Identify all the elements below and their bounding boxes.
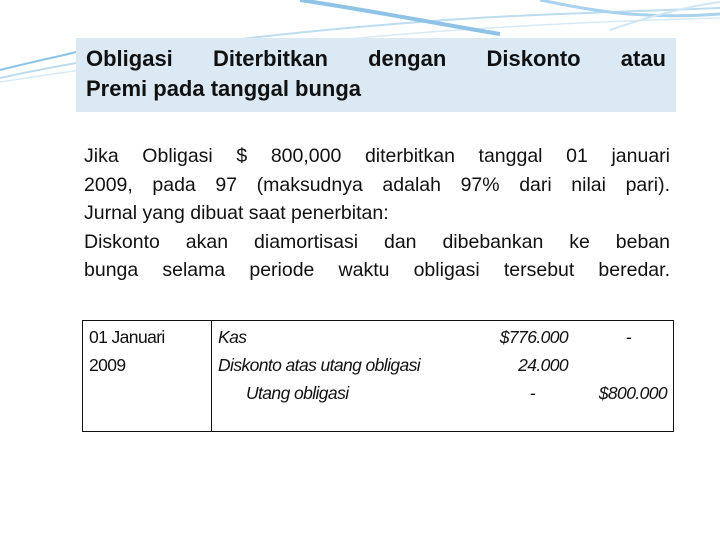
journal-date-line-1: 01 Januari [89,327,165,347]
journal-debit-utang-obligasi: - [529,383,535,403]
journal-entry-table [82,320,674,432]
journal-date [89,323,165,379]
slide-title [76,38,676,112]
journal-account-diskonto: Diskonto atas utang obligasi [218,355,421,375]
column-divider [211,321,212,431]
journal-account-kas: Kas [218,327,247,347]
journal-debit-kas: $776.000 [499,327,568,347]
body-line-3: Jurnal yang dibuat saat penerbitan: [84,202,389,224]
body-line-5: bunga selama periode waktu obligasi tersebut beredar. [84,259,670,281]
journal-debit-diskonto: 24.000 [518,355,568,375]
title-line-1: Obligasi Diterbitkan dengan Diskonto atau [86,46,666,71]
body-line-4: Diskonto akan diamortisasi dan dibebankan ke beban [84,230,670,253]
journal-credit-utang-obligasi: $800.000 [598,383,667,403]
journal-date-line-2: 2009 [89,355,126,375]
journal-account-utang-obligasi: Utang obligasi [246,383,349,403]
title-line-2: Premi pada tanggal bunga [86,76,362,101]
body-line-2: 2009, pada 97 (maksudnya adalah 97% dari nilai pari). [84,173,670,196]
journal-credit-kas: - [625,327,631,347]
body-line-1: Jika Obligasi $ 800,000 diterbitkan tanggal 01 januari [84,145,670,167]
body-paragraph [84,142,670,285]
